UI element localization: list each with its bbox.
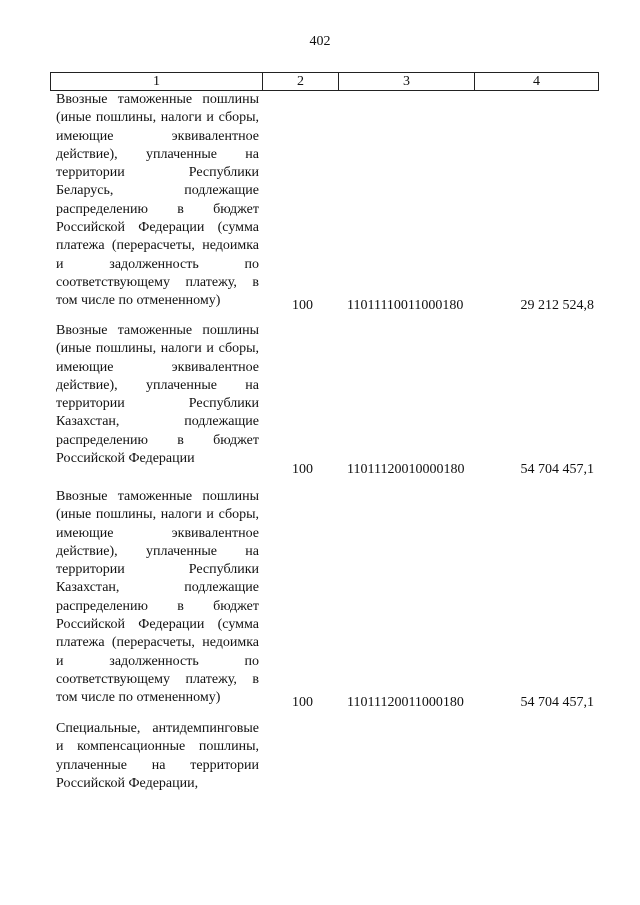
row-description: Ввозные таможенные пошлины (иные пошлины, налоги и сборы, имеющие эквивалентное действие), уплаченные на территории Республики Беларусь, подлежащие распределению в бюджет Российской Федерации (сумма платежа (перерасчеты, недоимка и задолженность по соответствующему платежу, в том числе по отмененному)	[56, 92, 259, 309]
row-kbk-code: 11011110011000180	[347, 298, 464, 313]
row-kbk-code: 11011120010000180	[347, 462, 465, 477]
table-header-row	[50, 72, 599, 91]
row-kbk-code: 11011120011000180	[347, 695, 464, 710]
row-description: Ввозные таможенные пошлины (иные пошлины, налоги и сборы, имеющие эквивалентное действие), уплаченные на территории Республики Казахстан, подлежащие распределению в бюджет Российской Федерации	[56, 323, 259, 467]
row-admin-code: 100	[292, 695, 313, 710]
row-description: Специальные, антидемпинговые и компенсационные пошлины, уплаченные на территории Российской Федерации,	[56, 721, 259, 791]
page-number: 402	[309, 34, 331, 49]
row-amount: 54 704 457,1	[520, 695, 594, 710]
column-header-1: 1	[51, 73, 263, 90]
column-header-4: 4	[533, 74, 540, 89]
column-header-3: 3	[339, 73, 475, 90]
row-amount: 54 704 457,1	[520, 462, 594, 477]
row-admin-code: 100	[292, 462, 313, 477]
row-amount: 29 212 524,8	[520, 298, 594, 313]
column-header-2: 2	[263, 73, 339, 90]
row-admin-code: 100	[292, 298, 313, 313]
row-description: Ввозные таможенные пошлины (иные пошлины, налоги и сборы, имеющие эквивалентное действие), уплаченные на территории Республики Казахстан, подлежащие распределению в бюджет Российской Федерации (сумма платежа (перерасчеты, недоимка и задолженность по соответствующему платежу, в том числе по отмененному)	[56, 489, 259, 706]
